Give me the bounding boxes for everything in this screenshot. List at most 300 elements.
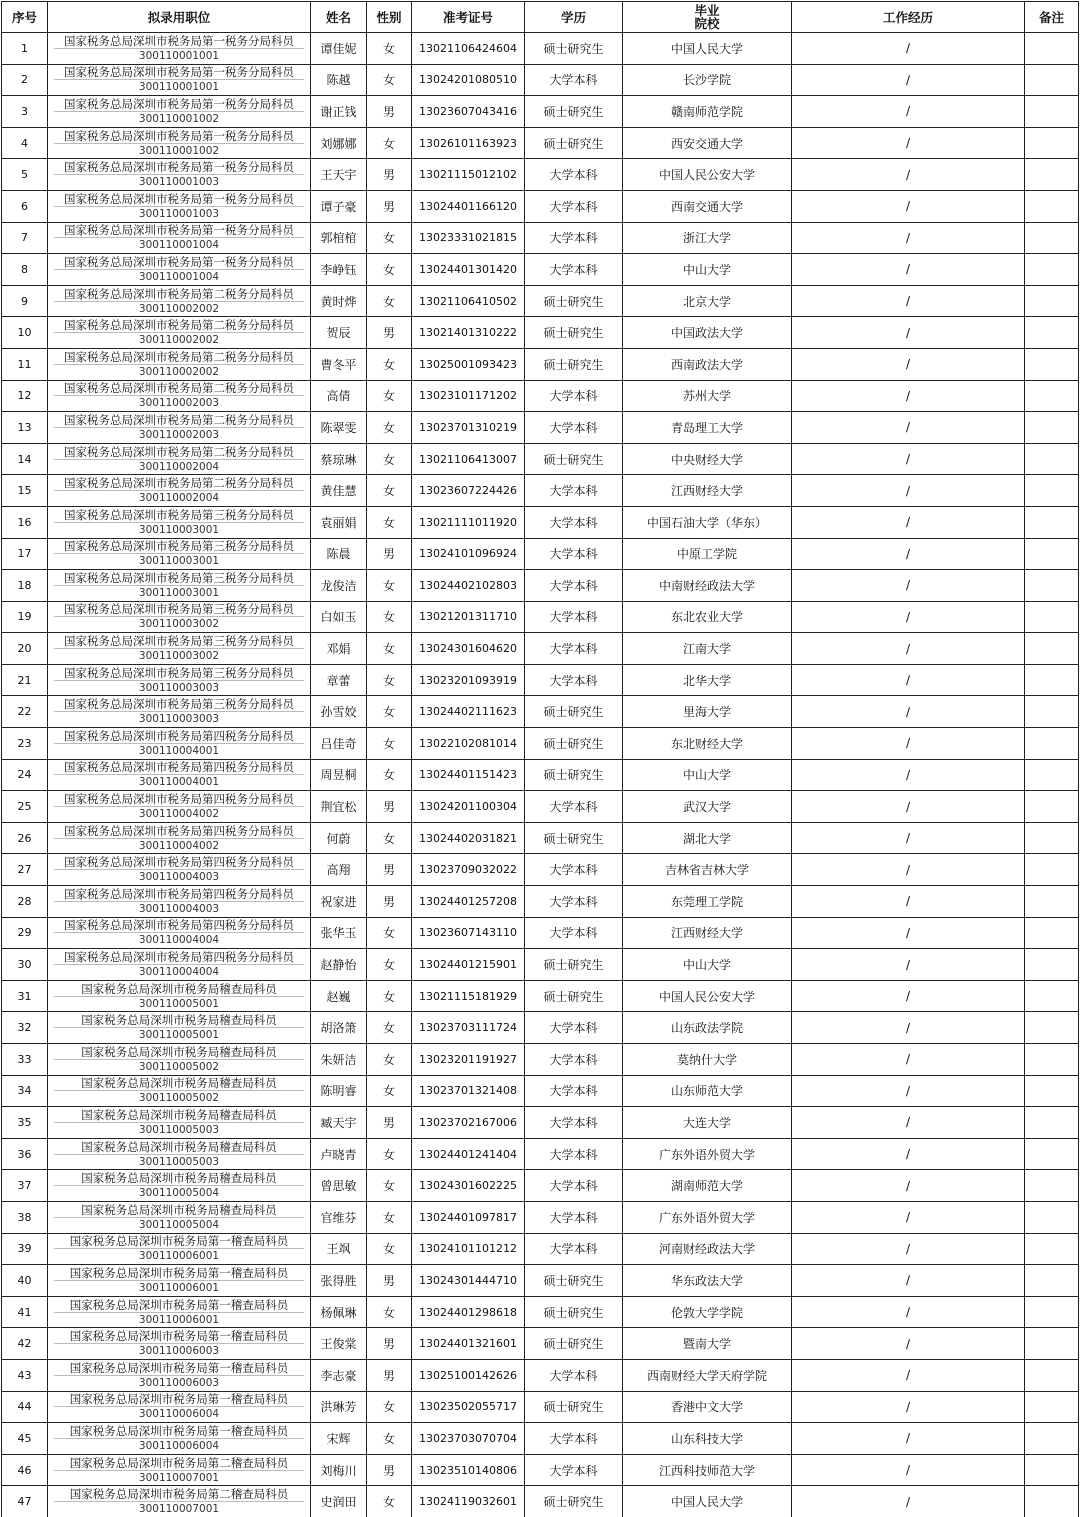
table-row	[2, 1359, 1079, 1391]
cell-school: 中国政法大学	[623, 317, 792, 349]
cell-experience: /	[792, 1075, 1025, 1107]
position-title: 国家税务总局深圳市税务局第二稽查局科员	[69, 1487, 289, 1502]
cell-position	[48, 1486, 311, 1517]
cell-education: 硕士研究生	[525, 1391, 623, 1423]
cell-exam-no: 13024201080510	[412, 64, 525, 96]
table-row	[2, 664, 1079, 696]
cell-gender: 女	[367, 33, 412, 65]
cell-gender: 女	[367, 664, 412, 696]
table-row	[2, 1265, 1079, 1297]
cell-remark	[1025, 664, 1079, 696]
cell-experience: /	[792, 348, 1025, 380]
cell-position	[48, 1454, 311, 1486]
cell-seq: 23	[2, 728, 48, 760]
position-wrap	[48, 319, 310, 346]
cell-position	[48, 506, 311, 538]
cell-gender: 女	[367, 1423, 412, 1455]
position-code: 300110005004	[54, 1217, 304, 1231]
position-title: 国家税务总局深圳市税务局第二税务分局科员	[64, 318, 294, 333]
position-wrap	[48, 351, 310, 378]
cell-exam-no: 13024401321601	[412, 1328, 525, 1360]
position-title: 国家税务总局深圳市税务局第三税务分局科员	[64, 539, 294, 554]
header-seq: 序号	[2, 2, 48, 33]
cell-exam-no: 13021401310222	[412, 317, 525, 349]
cell-exam-no: 13024402111623	[412, 696, 525, 728]
cell-name: 张华玉	[311, 917, 367, 949]
cell-position	[48, 127, 311, 159]
cell-name: 王俊棠	[311, 1328, 367, 1360]
cell-experience: /	[792, 96, 1025, 128]
position-code: 300110003001	[54, 585, 304, 599]
cell-seq: 30	[2, 949, 48, 981]
cell-name: 刘娜娜	[311, 127, 367, 159]
cell-position	[48, 822, 311, 854]
cell-name: 李志豪	[311, 1359, 367, 1391]
cell-remark	[1025, 1359, 1079, 1391]
cell-position	[48, 96, 311, 128]
position-wrap	[48, 698, 310, 725]
cell-school: 中国石油大学（华东）	[623, 506, 792, 538]
cell-education: 硕士研究生	[525, 443, 623, 475]
cell-school: 河南财经政法大学	[623, 1233, 792, 1265]
cell-school: 湖北大学	[623, 822, 792, 854]
cell-experience: /	[792, 1233, 1025, 1265]
cell-education: 大学本科	[525, 917, 623, 949]
position-title: 国家税务总局深圳市税务局第二税务分局科员	[64, 286, 294, 301]
cell-remark	[1025, 1107, 1079, 1139]
cell-name: 刘梅川	[311, 1454, 367, 1486]
position-wrap	[48, 856, 310, 883]
cell-seq: 39	[2, 1233, 48, 1265]
cell-education: 硕士研究生	[525, 822, 623, 854]
cell-exam-no: 13023607143110	[412, 917, 525, 949]
position-code: 300110001003	[54, 206, 304, 220]
cell-gender: 男	[367, 886, 412, 918]
cell-gender: 女	[367, 601, 412, 633]
cell-experience: /	[792, 1296, 1025, 1328]
cell-gender: 女	[367, 570, 412, 602]
cell-name: 何蔚	[311, 822, 367, 854]
cell-exam-no: 13024301444710	[412, 1265, 525, 1297]
position-wrap	[48, 635, 310, 662]
table-row	[2, 854, 1079, 886]
table-row	[2, 917, 1079, 949]
cell-gender: 男	[367, 317, 412, 349]
position-title: 国家税务总局深圳市税务局第三税务分局科员	[64, 697, 294, 712]
cell-name: 赵巍	[311, 980, 367, 1012]
position-code: 300110006004	[54, 1438, 304, 1452]
cell-position	[48, 1233, 311, 1265]
position-wrap	[48, 761, 310, 788]
cell-remark	[1025, 1328, 1079, 1360]
cell-experience: /	[792, 1454, 1025, 1486]
cell-gender: 男	[367, 538, 412, 570]
cell-remark	[1025, 538, 1079, 570]
position-code: 300110002003	[54, 395, 304, 409]
position-wrap	[48, 193, 310, 220]
cell-position	[48, 1296, 311, 1328]
table-row	[2, 127, 1079, 159]
cell-experience: /	[792, 601, 1025, 633]
cell-seq: 17	[2, 538, 48, 570]
cell-experience: /	[792, 1107, 1025, 1139]
table-row	[2, 1328, 1079, 1360]
cell-name: 章蕾	[311, 664, 367, 696]
cell-experience: /	[792, 728, 1025, 760]
cell-name: 祝家进	[311, 886, 367, 918]
table-row	[2, 506, 1079, 538]
position-code: 300110006001	[54, 1312, 304, 1326]
cell-seq: 45	[2, 1423, 48, 1455]
cell-position	[48, 1423, 311, 1455]
cell-education: 大学本科	[525, 1359, 623, 1391]
cell-experience: /	[792, 1423, 1025, 1455]
cell-exam-no: 13023703070704	[412, 1423, 525, 1455]
cell-school: 广东外语外贸大学	[623, 1201, 792, 1233]
cell-name: 宋辉	[311, 1423, 367, 1455]
position-code: 300110001004	[54, 237, 304, 251]
cell-name: 赵静怡	[311, 949, 367, 981]
cell-experience: /	[792, 475, 1025, 507]
cell-position	[48, 633, 311, 665]
cell-position	[48, 1359, 311, 1391]
cell-position	[48, 791, 311, 823]
cell-seq: 13	[2, 412, 48, 444]
position-code: 300110001003	[54, 174, 304, 188]
cell-exam-no: 13021115012102	[412, 159, 525, 191]
cell-experience: /	[792, 664, 1025, 696]
position-title: 国家税务总局深圳市税务局第一稽查局科员	[69, 1234, 289, 1249]
cell-school: 西安交通大学	[623, 127, 792, 159]
position-code: 300110004001	[54, 774, 304, 788]
cell-remark	[1025, 728, 1079, 760]
cell-seq: 2	[2, 64, 48, 96]
position-code: 300110004003	[54, 869, 304, 883]
table-row	[2, 1138, 1079, 1170]
position-code: 300110006003	[54, 1343, 304, 1357]
cell-remark	[1025, 127, 1079, 159]
cell-seq: 28	[2, 886, 48, 918]
cell-gender: 女	[367, 475, 412, 507]
cell-school: 中国人民公安大学	[623, 980, 792, 1012]
position-wrap	[48, 1014, 310, 1041]
cell-gender: 女	[367, 1233, 412, 1265]
cell-position	[48, 475, 311, 507]
position-wrap	[48, 66, 310, 93]
cell-education: 大学本科	[525, 1454, 623, 1486]
table-row	[2, 190, 1079, 222]
position-code: 300110003002	[54, 648, 304, 662]
cell-remark	[1025, 64, 1079, 96]
cell-education: 大学本科	[525, 1170, 623, 1202]
cell-seq: 14	[2, 443, 48, 475]
cell-seq: 3	[2, 96, 48, 128]
position-title: 国家税务总局深圳市税务局第一税务分局科员	[64, 191, 294, 206]
position-title: 国家税务总局深圳市税务局稽查局科员	[81, 981, 277, 996]
cell-gender: 女	[367, 127, 412, 159]
cell-name: 孙雪姣	[311, 696, 367, 728]
cell-remark	[1025, 633, 1079, 665]
cell-exam-no: 13023709032022	[412, 854, 525, 886]
table-row	[2, 1044, 1079, 1076]
cell-position	[48, 1075, 311, 1107]
position-title: 国家税务总局深圳市税务局第三税务分局科员	[64, 570, 294, 585]
cell-position	[48, 190, 311, 222]
cell-remark	[1025, 443, 1079, 475]
table-row	[2, 1233, 1079, 1265]
cell-gender: 女	[367, 443, 412, 475]
table-row	[2, 791, 1079, 823]
cell-education: 大学本科	[525, 222, 623, 254]
cell-gender: 女	[367, 949, 412, 981]
table-row	[2, 475, 1079, 507]
position-code: 300110006001	[54, 1248, 304, 1262]
table-row	[2, 1201, 1079, 1233]
table-row	[2, 254, 1079, 286]
cell-exam-no: 13023703111724	[412, 1012, 525, 1044]
cell-school: 山东师范大学	[623, 1075, 792, 1107]
cell-seq: 10	[2, 317, 48, 349]
cell-remark	[1025, 96, 1079, 128]
position-wrap	[48, 667, 310, 694]
cell-name: 陈明睿	[311, 1075, 367, 1107]
table-row	[2, 1170, 1079, 1202]
cell-education: 硕士研究生	[525, 1328, 623, 1360]
cell-education: 大学本科	[525, 538, 623, 570]
position-title: 国家税务总局深圳市税务局第一税务分局科员	[64, 128, 294, 143]
cell-seq: 15	[2, 475, 48, 507]
position-code: 300110002002	[54, 364, 304, 378]
cell-remark	[1025, 254, 1079, 286]
cell-remark	[1025, 1486, 1079, 1517]
cell-position	[48, 949, 311, 981]
table-row	[2, 1454, 1079, 1486]
table-row	[2, 1391, 1079, 1423]
position-title: 国家税务总局深圳市税务局第四税务分局科员	[64, 823, 294, 838]
cell-gender: 男	[367, 1107, 412, 1139]
position-wrap	[48, 1457, 310, 1484]
cell-position	[48, 759, 311, 791]
cell-school: 中山大学	[623, 254, 792, 286]
cell-education: 大学本科	[525, 412, 623, 444]
cell-name: 袁丽娟	[311, 506, 367, 538]
position-code: 300110004002	[54, 838, 304, 852]
header-position: 拟录用职位	[48, 2, 311, 33]
position-code: 300110003003	[54, 711, 304, 725]
position-wrap	[48, 1267, 310, 1294]
cell-education: 硕士研究生	[525, 1486, 623, 1517]
table-row	[2, 1075, 1079, 1107]
position-wrap	[48, 1046, 310, 1073]
cell-remark	[1025, 380, 1079, 412]
cell-name: 周昱桐	[311, 759, 367, 791]
cell-seq: 7	[2, 222, 48, 254]
cell-exam-no: 13023702167006	[412, 1107, 525, 1139]
cell-remark	[1025, 822, 1079, 854]
cell-experience: /	[792, 1044, 1025, 1076]
cell-education: 大学本科	[525, 1012, 623, 1044]
cell-name: 张得胜	[311, 1265, 367, 1297]
table-row	[2, 696, 1079, 728]
cell-position	[48, 538, 311, 570]
cell-education: 硕士研究生	[525, 1265, 623, 1297]
cell-exam-no: 13023701321408	[412, 1075, 525, 1107]
header-name: 姓名	[311, 2, 367, 33]
position-title: 国家税务总局深圳市税务局第一稽查局科员	[69, 1423, 289, 1438]
cell-seq: 29	[2, 917, 48, 949]
position-title: 国家税务总局深圳市税务局第一税务分局科员	[64, 254, 294, 269]
position-title: 国家税务总局深圳市税务局稽查局科员	[81, 1044, 277, 1059]
header-experience: 工作经历	[792, 2, 1025, 33]
cell-position	[48, 348, 311, 380]
cell-school: 中山大学	[623, 759, 792, 791]
position-code: 300110002002	[54, 332, 304, 346]
header-school: 毕业 院校	[623, 2, 792, 33]
position-wrap	[48, 603, 310, 630]
cell-education: 硕士研究生	[525, 980, 623, 1012]
position-wrap	[48, 130, 310, 157]
position-title: 国家税务总局深圳市税务局稽查局科员	[81, 1107, 277, 1122]
cell-seq: 25	[2, 791, 48, 823]
cell-seq: 4	[2, 127, 48, 159]
table-row	[2, 949, 1079, 981]
cell-seq: 24	[2, 759, 48, 791]
cell-seq: 8	[2, 254, 48, 286]
cell-name: 龙俊洁	[311, 570, 367, 602]
cell-seq: 41	[2, 1296, 48, 1328]
cell-experience: /	[792, 759, 1025, 791]
cell-gender: 女	[367, 380, 412, 412]
position-code: 300110002003	[54, 427, 304, 441]
position-wrap	[48, 730, 310, 757]
cell-education: 大学本科	[525, 570, 623, 602]
header-exam-no: 准考证号	[412, 2, 525, 33]
cell-name: 曾思敏	[311, 1170, 367, 1202]
table-body	[2, 33, 1079, 1517]
position-wrap	[48, 1393, 310, 1420]
cell-experience: /	[792, 980, 1025, 1012]
cell-remark	[1025, 317, 1079, 349]
cell-seq: 22	[2, 696, 48, 728]
cell-remark	[1025, 1423, 1079, 1455]
position-code: 300110001002	[54, 111, 304, 125]
position-wrap	[48, 414, 310, 441]
position-wrap	[48, 288, 310, 315]
position-wrap	[48, 98, 310, 125]
cell-name: 贺辰	[311, 317, 367, 349]
cell-exam-no: 13024401298618	[412, 1296, 525, 1328]
cell-education: 大学本科	[525, 64, 623, 96]
cell-exam-no: 13021111011920	[412, 506, 525, 538]
cell-name: 高翔	[311, 854, 367, 886]
cell-experience: /	[792, 1391, 1025, 1423]
cell-remark	[1025, 285, 1079, 317]
cell-education: 硕士研究生	[525, 127, 623, 159]
cell-experience: /	[792, 696, 1025, 728]
cell-seq: 46	[2, 1454, 48, 1486]
cell-position	[48, 317, 311, 349]
cell-seq: 43	[2, 1359, 48, 1391]
table-row	[2, 33, 1079, 65]
cell-position	[48, 696, 311, 728]
cell-gender: 男	[367, 1265, 412, 1297]
cell-school: 西南交通大学	[623, 190, 792, 222]
position-code: 300110002004	[54, 490, 304, 504]
cell-gender: 女	[367, 633, 412, 665]
cell-seq: 5	[2, 159, 48, 191]
position-code: 300110004003	[54, 901, 304, 915]
position-code: 300110004004	[54, 964, 304, 978]
position-title: 国家税务总局深圳市税务局第二税务分局科员	[64, 381, 294, 396]
position-wrap	[48, 1330, 310, 1357]
cell-exam-no: 13024401166120	[412, 190, 525, 222]
cell-name: 黄时烨	[311, 285, 367, 317]
cell-exam-no: 13023607043416	[412, 96, 525, 128]
position-code: 300110003001	[54, 553, 304, 567]
cell-position	[48, 1138, 311, 1170]
cell-exam-no: 13024301602225	[412, 1170, 525, 1202]
cell-school: 江南大学	[623, 633, 792, 665]
cell-school: 山东政法学院	[623, 1012, 792, 1044]
table-row	[2, 222, 1079, 254]
cell-remark	[1025, 222, 1079, 254]
position-title: 国家税务总局深圳市税务局第四税务分局科员	[64, 760, 294, 775]
table-row	[2, 96, 1079, 128]
cell-school: 中山大学	[623, 949, 792, 981]
cell-experience: /	[792, 1359, 1025, 1391]
header-gender: 性别	[367, 2, 412, 33]
cell-school: 暨南大学	[623, 1328, 792, 1360]
position-title: 国家税务总局深圳市税务局第四税务分局科员	[64, 855, 294, 870]
cell-education: 硕士研究生	[525, 728, 623, 760]
cell-name: 荆宜松	[311, 791, 367, 823]
table-header	[2, 2, 1079, 33]
position-wrap	[48, 540, 310, 567]
cell-remark	[1025, 949, 1079, 981]
position-wrap	[48, 1141, 310, 1168]
position-code: 300110007001	[54, 1470, 304, 1484]
cell-remark	[1025, 1296, 1079, 1328]
table-row	[2, 980, 1079, 1012]
cell-seq: 6	[2, 190, 48, 222]
cell-experience: /	[792, 33, 1025, 65]
cell-remark	[1025, 570, 1079, 602]
cell-exam-no: 13023502055717	[412, 1391, 525, 1423]
cell-education: 大学本科	[525, 854, 623, 886]
cell-school: 吉林省吉林大学	[623, 854, 792, 886]
cell-gender: 女	[367, 506, 412, 538]
cell-gender: 女	[367, 64, 412, 96]
cell-remark	[1025, 1170, 1079, 1202]
cell-seq: 44	[2, 1391, 48, 1423]
cell-name: 陈越	[311, 64, 367, 96]
position-wrap	[48, 256, 310, 283]
table-row	[2, 1107, 1079, 1139]
cell-remark	[1025, 412, 1079, 444]
cell-gender: 女	[367, 1075, 412, 1107]
cell-exam-no: 13024119032601	[412, 1486, 525, 1517]
cell-exam-no: 13023701310219	[412, 412, 525, 444]
cell-school: 东北财经大学	[623, 728, 792, 760]
cell-name: 李峥钰	[311, 254, 367, 286]
position-title: 国家税务总局深圳市税务局稽查局科员	[81, 1202, 277, 1217]
cell-experience: /	[792, 886, 1025, 918]
cell-seq: 33	[2, 1044, 48, 1076]
position-title: 国家税务总局深圳市税务局第一税务分局科员	[64, 96, 294, 111]
cell-education: 硕士研究生	[525, 949, 623, 981]
cell-seq: 20	[2, 633, 48, 665]
cell-school: 伦敦大学学院	[623, 1296, 792, 1328]
